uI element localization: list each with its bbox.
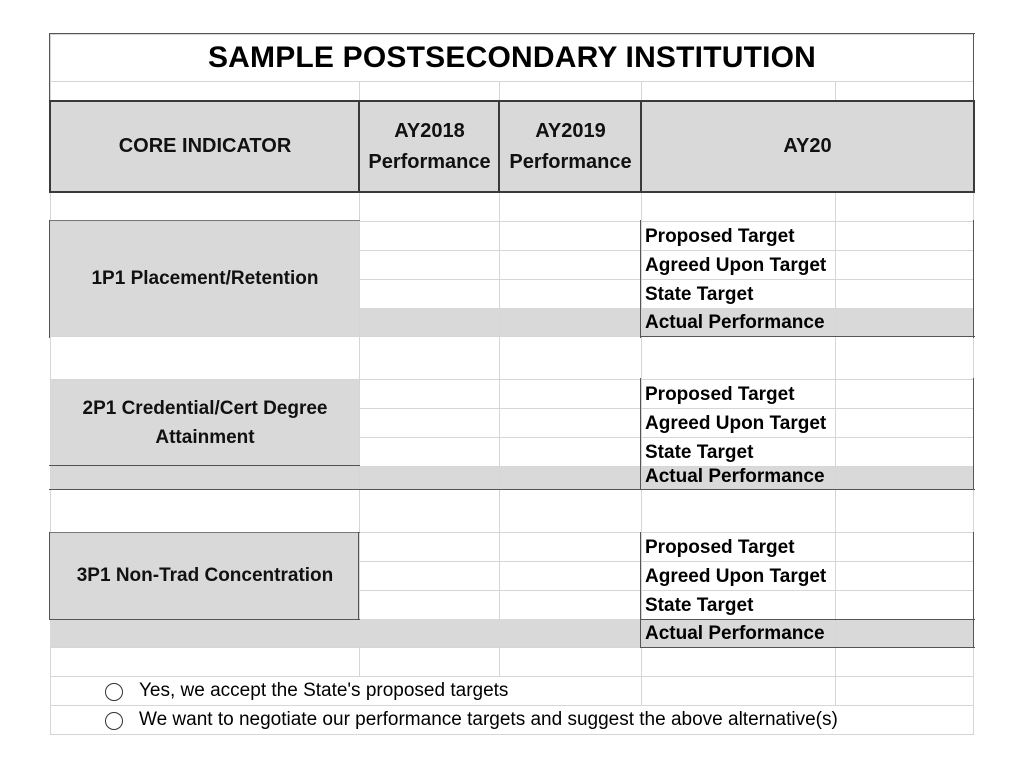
blank-cell[interactable] <box>359 647 500 677</box>
proposed-target-label: Proposed Target <box>645 226 795 247</box>
header-border <box>358 100 360 193</box>
blank-cell[interactable] <box>835 647 974 677</box>
blank-cell[interactable] <box>835 489 974 533</box>
ay20-value-cell[interactable] <box>835 408 974 438</box>
ay2018-value-cell[interactable] <box>359 379 500 409</box>
indicator-border <box>49 465 360 466</box>
proposed-target-label: Proposed Target <box>645 537 795 558</box>
indicator-border <box>49 220 360 221</box>
indicator-border <box>640 220 641 338</box>
core-indicator-label: CORE INDICATOR <box>118 135 292 157</box>
ay20-value-cell[interactable] <box>835 221 974 251</box>
indicator-3-name: 3P1 Non-Trad Concentration <box>76 565 334 586</box>
indicator-border <box>640 532 641 648</box>
gray-fill-cell <box>50 619 360 648</box>
blank-cell[interactable] <box>835 191 974 222</box>
indicator-border <box>49 220 50 338</box>
ay2019-value-cell[interactable] <box>499 308 642 337</box>
spacer-cell[interactable] <box>50 81 360 102</box>
ay2019-value-cell[interactable] <box>499 532 642 562</box>
ay2018-value-cell[interactable] <box>359 221 500 251</box>
ay2018-value-cell[interactable] <box>359 308 500 337</box>
indicator-border <box>49 619 360 620</box>
blank-cell[interactable] <box>641 489 836 533</box>
blank-cell[interactable] <box>499 489 642 533</box>
blank-cell[interactable] <box>499 191 642 222</box>
ay20-value-cell[interactable] <box>835 466 974 490</box>
state-target-label: State Target <box>645 442 754 463</box>
ay20-value-cell[interactable] <box>835 308 974 337</box>
blank-cell[interactable] <box>50 489 360 533</box>
blank-cell[interactable] <box>50 336 360 380</box>
blank-cell[interactable] <box>835 676 974 706</box>
table-border <box>49 33 50 103</box>
ay2018-value-cell[interactable] <box>359 619 500 648</box>
blank-cell[interactable] <box>50 647 360 677</box>
ay2018-value-cell[interactable] <box>359 437 500 467</box>
ay20-value-cell[interactable] <box>835 590 974 620</box>
indicator-border <box>49 489 975 490</box>
ay2018-value-cell[interactable] <box>359 408 500 438</box>
table-border <box>49 33 975 34</box>
indicator-border <box>49 532 360 533</box>
ay2018-value-cell[interactable] <box>359 466 500 490</box>
actual-performance-label: Actual Performance <box>645 623 825 644</box>
page-title: SAMPLE POSTSECONDARY INSTITUTION <box>207 41 817 74</box>
accept-targets-radio[interactable] <box>105 683 123 701</box>
negotiate-targets-radio[interactable] <box>105 712 123 730</box>
ay2019-value-cell[interactable] <box>499 408 642 438</box>
header-border <box>49 100 51 193</box>
ay2019-value-cell[interactable] <box>499 279 642 309</box>
indicator-border <box>640 378 641 490</box>
ay2018-value-cell[interactable] <box>359 590 500 620</box>
ay2019-value-cell[interactable] <box>499 619 642 648</box>
ay2018-value-cell[interactable] <box>359 532 500 562</box>
ay2018-line2: Performance <box>368 150 491 173</box>
indicator-border <box>973 532 974 648</box>
blank-cell[interactable] <box>50 191 360 222</box>
ay20-value-cell[interactable] <box>835 379 974 409</box>
indicator-border <box>640 647 975 648</box>
header-bottom-border <box>49 191 975 193</box>
indicator-border <box>640 336 975 337</box>
spacer-cell[interactable] <box>641 81 836 102</box>
gray-fill-cell <box>50 466 360 490</box>
ay20-label: AY20 <box>783 135 832 157</box>
indicator-1-name: 1P1 Placement/Retention <box>91 268 319 289</box>
ay2019-value-cell[interactable] <box>499 590 642 620</box>
blank-cell[interactable] <box>359 191 500 222</box>
blank-cell[interactable] <box>641 191 836 222</box>
negotiate-targets-label: We want to negotiate our performance targets and suggest the above alternative(s) <box>139 709 838 730</box>
blank-cell[interactable] <box>499 647 642 677</box>
ay20-value-cell[interactable] <box>835 437 974 467</box>
ay2019-line1: AY2019 <box>535 119 606 142</box>
ay2018-line1: AY2018 <box>394 119 465 142</box>
blank-cell[interactable] <box>359 336 500 380</box>
agreed-upon-target-label: Agreed Upon Target <box>645 566 827 587</box>
blank-cell[interactable] <box>359 489 500 533</box>
indicator-2-name <box>50 379 360 467</box>
blank-cell[interactable] <box>641 336 836 380</box>
ay20-value-cell[interactable] <box>835 532 974 562</box>
blank-cell[interactable] <box>499 336 642 380</box>
ay2019-value-cell[interactable] <box>499 466 642 490</box>
ay2019-label <box>499 101 642 192</box>
state-target-label: State Target <box>645 595 754 616</box>
blank-cell[interactable] <box>641 676 836 706</box>
indicator-border <box>973 220 974 338</box>
spacer-cell[interactable] <box>835 81 974 102</box>
ay2019-line2: Performance <box>509 150 632 173</box>
actual-performance-label: Actual Performance <box>645 466 825 487</box>
proposed-target-label: Proposed Target <box>645 384 795 405</box>
indicator-border <box>973 378 974 490</box>
ay2019-value-cell[interactable] <box>499 221 642 251</box>
ay2018-label <box>359 101 500 192</box>
agreed-upon-target-label: Agreed Upon Target <box>645 413 827 434</box>
indicator-2-name-line2: Attainment <box>155 427 255 448</box>
header-border <box>498 100 500 193</box>
indicator-border <box>49 532 50 620</box>
ay2019-value-cell[interactable] <box>499 437 642 467</box>
indicator-border <box>358 532 359 620</box>
spacer-cell[interactable] <box>359 81 500 102</box>
ay2018-value-cell[interactable] <box>359 250 500 280</box>
ay20-value-cell[interactable] <box>835 250 974 280</box>
ay20-value-cell[interactable] <box>835 619 974 648</box>
ay2018-value-cell[interactable] <box>359 279 500 309</box>
table-border <box>973 33 974 103</box>
blank-cell[interactable] <box>641 647 836 677</box>
ay2019-value-cell[interactable] <box>499 561 642 591</box>
accept-targets-label: Yes, we accept the State's proposed targets <box>139 680 509 701</box>
blank-cell[interactable] <box>835 336 974 380</box>
spacer-cell[interactable] <box>499 81 642 102</box>
header-top-border <box>49 100 975 102</box>
header-border <box>973 100 975 193</box>
indicator-2-name-line1: 2P1 Credential/Cert Degree <box>82 398 328 419</box>
agreed-upon-target-label: Agreed Upon Target <box>645 255 827 276</box>
state-target-label: State Target <box>645 284 754 305</box>
ay2018-value-cell[interactable] <box>359 561 500 591</box>
ay20-value-cell[interactable] <box>835 561 974 591</box>
header-border <box>640 100 642 193</box>
ay20-value-cell[interactable] <box>835 279 974 309</box>
ay2019-value-cell[interactable] <box>499 250 642 280</box>
actual-performance-label: Actual Performance <box>645 312 825 333</box>
ay2019-value-cell[interactable] <box>499 379 642 409</box>
indicator-border <box>640 619 975 620</box>
